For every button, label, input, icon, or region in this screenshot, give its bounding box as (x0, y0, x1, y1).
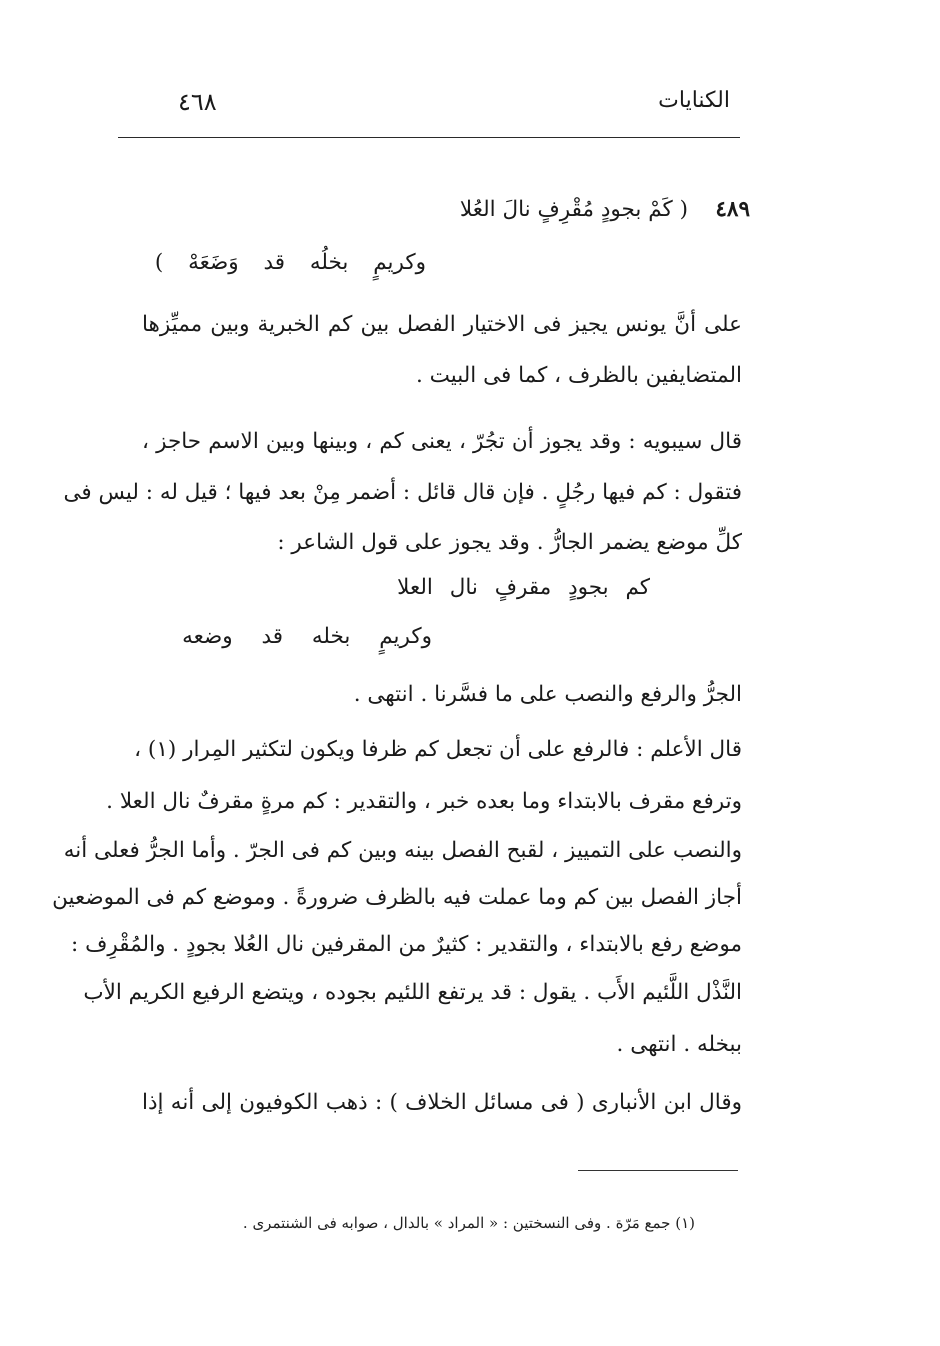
verse-line-2: وكريمٍ بخلُه قد وَضَعَهْ ) (154, 250, 426, 275)
paragraph-5: وقال ابن الأنبارى ( فى مسائل الخلاف ) : ذهب الكوفيون إلى أنه إذا (142, 1090, 742, 1115)
paragraph-3: الجرُّ والرفع والنصب على ما فسَّرنا . انتهى . (353, 682, 742, 707)
paragraph-4-line-1: قال الأعلم : فالرفع على أن تجعل كم ظرفا ويكون لتكثير المِرار (١) ، (134, 737, 742, 762)
running-title: الكنايات (658, 88, 730, 113)
paragraph-2-line-1: قال سيبويه : وقد يجوز أن تجُرّ ، يعنى كم ، وبينها وبين الاسم حاجز ، (142, 429, 742, 454)
quote-line-1: كم بجودٍ مقرفٍ نال العلا (397, 575, 650, 600)
paragraph-4-line-3: والنصب على التمييز ، لقبح الفصل بينه وبين كم فى الجرّ . وأما الجرُّ فعلى أنه (63, 838, 742, 863)
page-header (118, 80, 740, 120)
footnote: (١) جمع مَرّة . وفى النسختين : « المراد » بالدال ، صوابه فى الشنتمرى . (242, 1214, 695, 1232)
verse-line-1 (170, 190, 750, 230)
paragraph-2-line-2: فتقول : كم فيها رجُلٍ . فإن قال قائل : أضمر مِنْ بعد فيها ؛ قيل له : ليس فى (63, 480, 742, 505)
quote-line-2: وكريمٍ بخله قد وضعه (182, 624, 432, 649)
paragraph-4-line-7: ببخله . انتهى . (616, 1032, 742, 1057)
paragraph-4-line-4: أجاز الفصل بين كم وما عملت فيه بالظرف ضرورةً . وموضع كم فى الموضعين (52, 885, 742, 910)
paragraph-4-line-6: النَّذْل اللَّئيم الأَب . يقول : قد يرتفع اللئيم بجوده ، ويتضع الرفيع الكريم الأب (83, 980, 742, 1005)
verse-number: ٤٨٩ (715, 197, 750, 222)
paragraph-1-line-2: المتضايفين بالظرف ، كما فى البيت . (415, 363, 742, 388)
paragraph-4-line-2: وترفع مقرف بالابتداء وما بعده خبر ، والتقدير : كم مرةٍ مقرفٌ نال العلا . (106, 789, 742, 814)
paragraph-2-line-3: كلِّ موضع يضمر الجارُّ . وقد يجوز على قول الشاعر : (277, 530, 742, 555)
page-number: ٤٦٨ (178, 88, 217, 116)
paragraph-1-line-1: على أنَّ يونس يجيز فى الاختيار الفصل بين كم الخبرية وبين مميِّزها (142, 312, 742, 337)
footnote-rule (578, 1170, 738, 1171)
header-rule (118, 137, 740, 138)
verse-hemistich-1: ( كَمْ بجودٍ مُقْرِفٍ نالَ العُلا (459, 197, 688, 222)
paragraph-4-line-5: موضع رفع بالابتداء ، والتقدير : كثيرٌ من المقرفين نال العُلا بجودٍ . والمُقْرِف : (71, 932, 742, 957)
